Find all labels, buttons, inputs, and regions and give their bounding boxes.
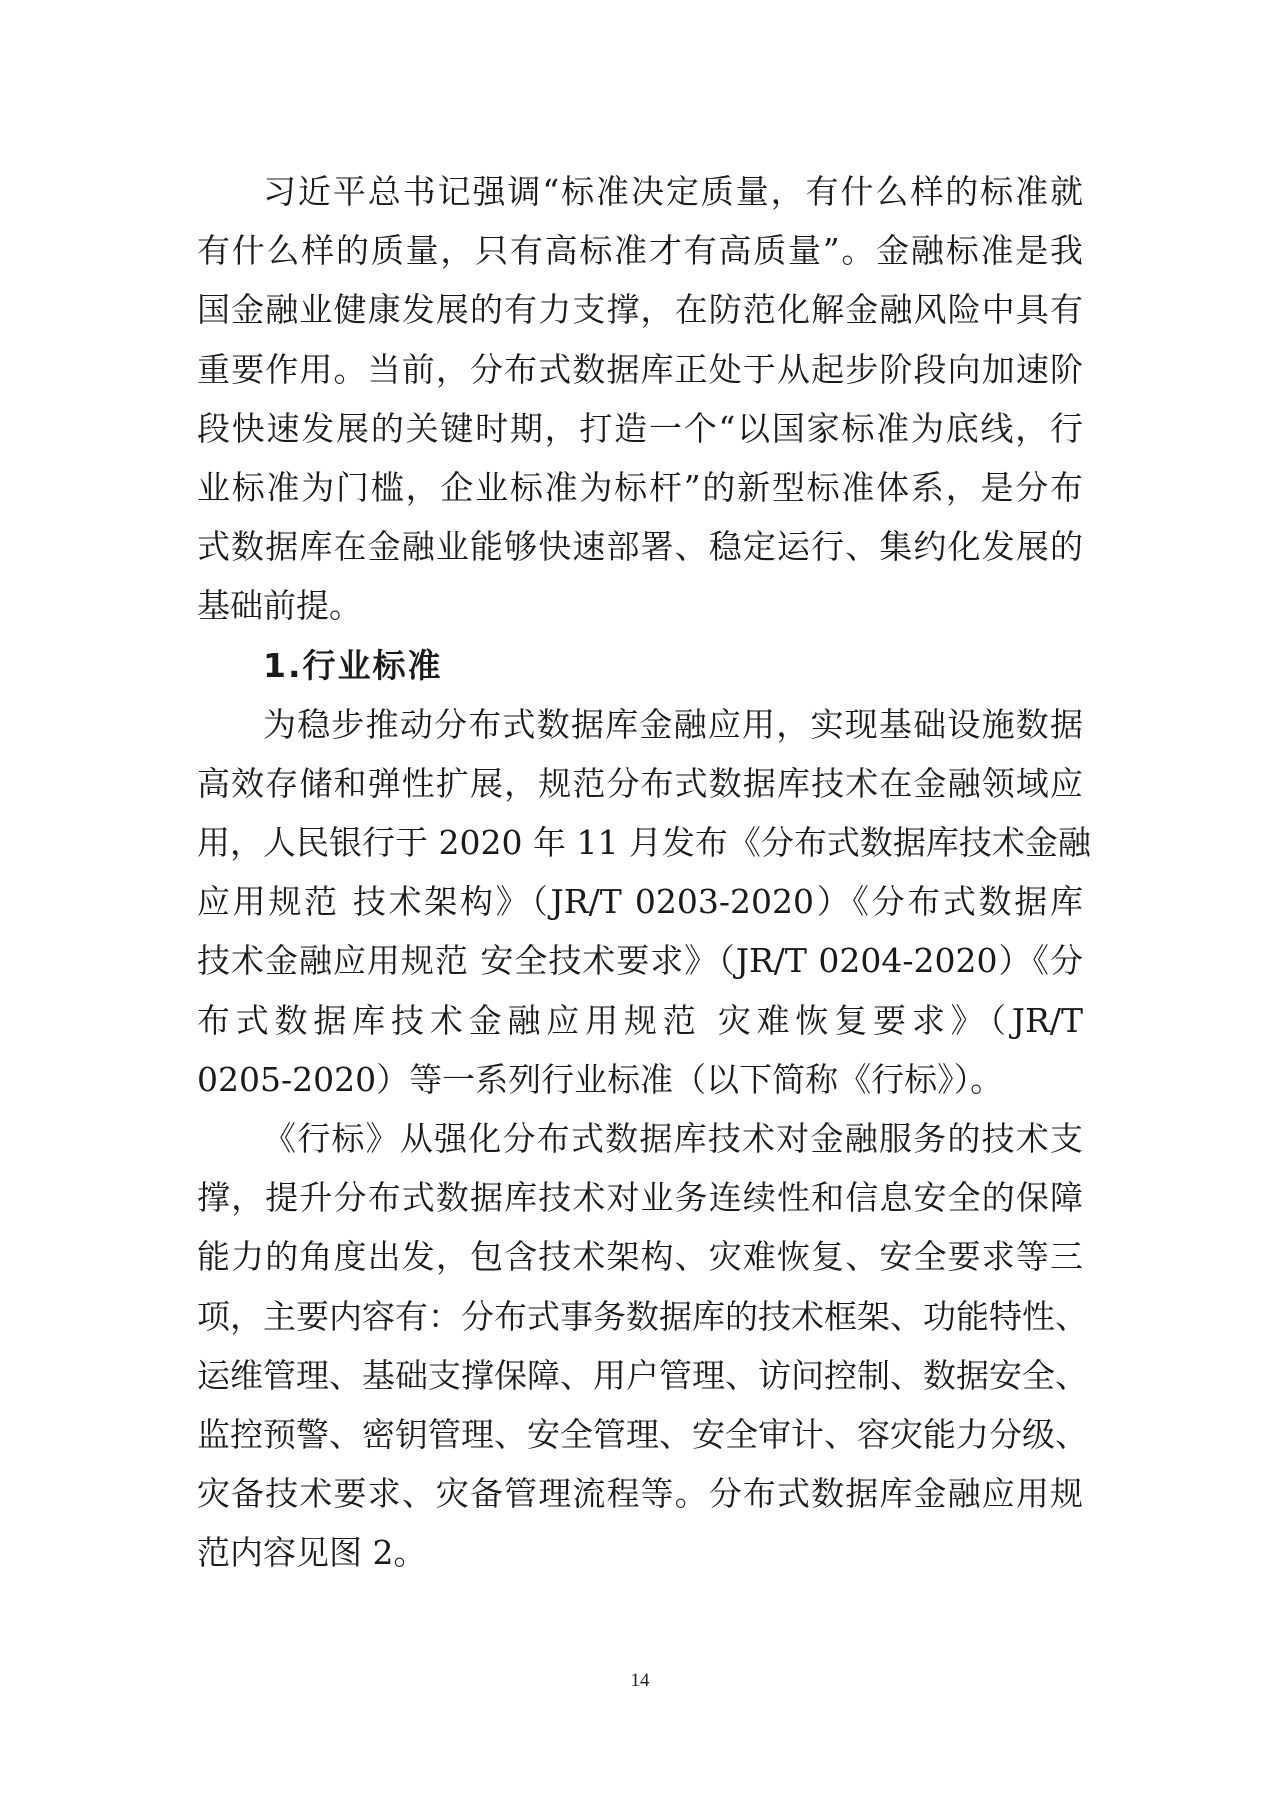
- body-text: [197, 162, 1091, 1583]
- paragraph-1-line-5: 段快速发展的关键时期，打造一个“以国家标准为底线，行: [197, 408, 1083, 448]
- paragraph-1-line-2: 有什么样的质量，只有高标准才有高质量”。金融标准是我: [197, 231, 1083, 271]
- paragraph-3-line-6: 监控预警、密钥管理、安全管理、安全审计、容灾能力分级、: [197, 1414, 1088, 1454]
- paragraph-2-line-4: 应用规范 技术架构》（JR/T 0203-2020）《分布式数据库: [197, 882, 1083, 922]
- paragraph-3-line-3: 能力的角度出发，包含技术架构、灾难恢复、安全要求等三: [197, 1237, 1083, 1277]
- paragraph-3-line-8: 范内容见图 2。: [197, 1533, 427, 1573]
- paragraph-1-line-6: 业标准为门槛，企业标准为标杆”的新型标准体系，是分布: [197, 467, 1083, 507]
- paragraph-1-line-1: 习近平总书记强调“标准决定质量，有什么样的标准就: [263, 172, 1083, 211]
- paragraph-1-line-8: 基础前提。: [197, 586, 362, 626]
- paragraph-2-line-7: 0205-2020）等一系列行业标准（以下简称《行标》）。: [197, 1059, 1004, 1099]
- paragraph-1-line-4: 重要作用。当前，分布式数据库正处于从起步阶段向加速阶: [197, 349, 1083, 389]
- paragraph-3-line-5: 运维管理、基础支撑保障、用户管理、访问控制、数据安全、: [197, 1355, 1088, 1395]
- paragraph-3-line-1: 《行标》从强化分布式数据库技术对金融服务的技术支: [263, 1119, 1083, 1158]
- paragraph-2-line-5: 技术金融应用规范 安全技术要求》（JR/T 0204-2020）《分: [197, 941, 1083, 981]
- page-number: 14: [630, 1670, 650, 1691]
- paragraph-2-line-2: 高效存储和弹性扩展，规范分布式数据库技术在金融领域应: [197, 763, 1083, 803]
- paragraph-3-line-7: 灾备技术要求、灾备管理流程等。分布式数据库金融应用规: [197, 1474, 1083, 1514]
- paragraph-3-line-2: 撑，提升分布式数据库技术对业务连续性和信息安全的保障: [197, 1178, 1083, 1218]
- paragraph-2-line-1: 为稳步推动分布式数据库金融应用，实现基础设施数据: [263, 704, 1083, 744]
- paragraph-3-line-4: 项，主要内容有：分布式事务数据库的技术框架、功能特性、: [197, 1296, 1088, 1336]
- section-heading: 1.行业标准: [263, 645, 443, 685]
- paragraph-1-line-3: 国金融业健康发展的有力支撑，在防范化解金融风险中具有: [197, 290, 1083, 330]
- paragraph-2-line-6: 布式数据库技术金融应用规范 灾难恢复要求》（JR/T: [197, 1000, 1083, 1040]
- paragraph-2-line-3: 用，人民银行于 2020 年 11 月发布《分布式数据库技术金融: [197, 823, 1091, 863]
- paragraph-1-line-7: 式数据库在金融业能够快速部署、稳定运行、集约化发展的: [197, 527, 1083, 567]
